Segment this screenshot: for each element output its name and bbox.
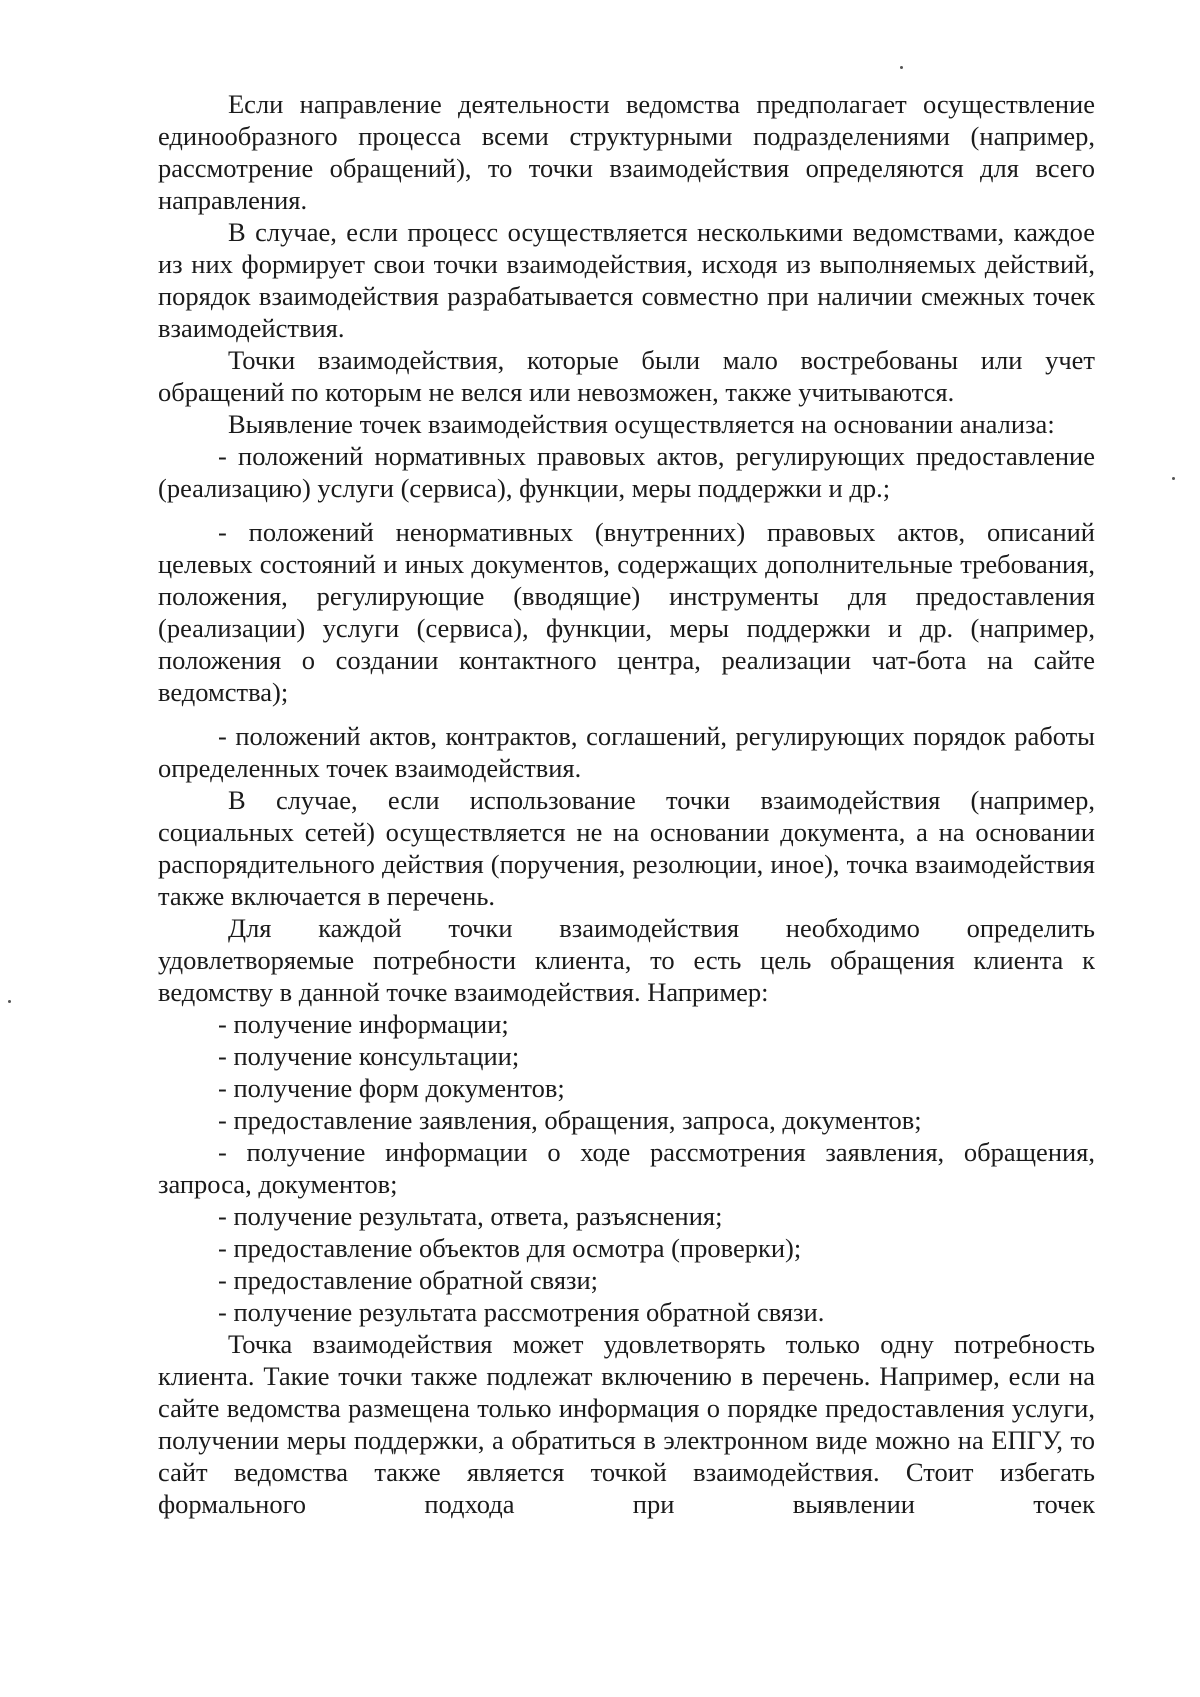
list-item: - предоставление обратной связи; (218, 1265, 599, 1295)
scan-speck (8, 1000, 11, 1003)
paragraph: Точки взаимодействия, которые были мало востребованы или учет обращений по которым не велся или невозможен, также учитываются. (158, 345, 1095, 407)
list-item: - получение консультации; (218, 1041, 520, 1071)
list-item: - получение результата, ответа, разъяснения; (218, 1201, 723, 1231)
scan-speck (1172, 477, 1175, 480)
list-item: - получение форм документов; (218, 1073, 565, 1103)
analysis-item: - положений нормативных правовых актов, регулирующих предоставление (реализацию) услуги (сервиса), функции, меры поддержки и др.; (158, 441, 1095, 503)
analysis-item: - положений актов, контрактов, соглашений, регулирующих порядок работы определенных точек взаимодействия. (158, 721, 1095, 783)
paragraph: В случае, если использование точки взаимодействия (например, социальных сетей) осуществляется не на основании документа, а на основании распорядительного действия (поручения, резолюции, иное), точка взаимодействия также включается в перечень. (158, 785, 1095, 911)
document-text (158, 88, 1095, 1520)
list-item: - предоставление объектов для осмотра (проверки); (218, 1233, 802, 1263)
paragraph: В случае, если процесс осуществляется несколькими ведомствами, каждое из них формирует свои точки взаимодействия, исходя из выполняемых действий, порядок взаимодействия разрабатывается совместно при наличии смежных точек взаимодействия. (158, 217, 1095, 343)
analysis-item: - положений ненормативных (внутренних) правовых актов, описаний целевых состояний и иных документов, содержащих дополнительные требования, положения, регулирующие (вводящие) инструменты для предоставления (реализации) услуги (сервиса), функции, меры поддержки и др. (например, положения о создании контактного центра, реализации чат-бота на сайте ведомства); (158, 517, 1095, 707)
scan-speck (900, 66, 903, 69)
list-item: - получение информации о ходе рассмотрения заявления, обращения, запроса, документов; (158, 1137, 1095, 1199)
list-item: - получение информации; (218, 1009, 509, 1039)
paragraph: Если направление деятельности ведомства предполагает осуществление единообразного процесса всеми структурными подразделениями (например, рассмотрение обращений), то точки взаимодействия определяются для всего направления. (158, 89, 1095, 215)
paragraph: Точка взаимодействия может удовлетворять только одну потребность клиента. Такие точки также подлежат включению в перечень. Например, если на сайте ведомства размещена только информация о порядке предоставления услуги, получении меры поддержки, а обратиться в электронном виде можно на ЕПГУ, то сайт ведомства также является точкой взаимодействия. Стоит избегать формального подхода при выявлении точек (158, 1329, 1095, 1519)
list-item: - получение результата рассмотрения обратной связи. (218, 1297, 825, 1327)
list-item: - предоставление заявления, обращения, запроса, документов; (218, 1105, 922, 1135)
paragraph: Выявление точек взаимодействия осуществляется на основании анализа: (228, 409, 1055, 439)
paragraph: Для каждой точки взаимодействия необходимо определить удовлетворяемые потребности клиента, то есть цель обращения клиента к ведомству в данной точке взаимодействия. Например: (158, 913, 1095, 1007)
needs-list (158, 1008, 1095, 1328)
